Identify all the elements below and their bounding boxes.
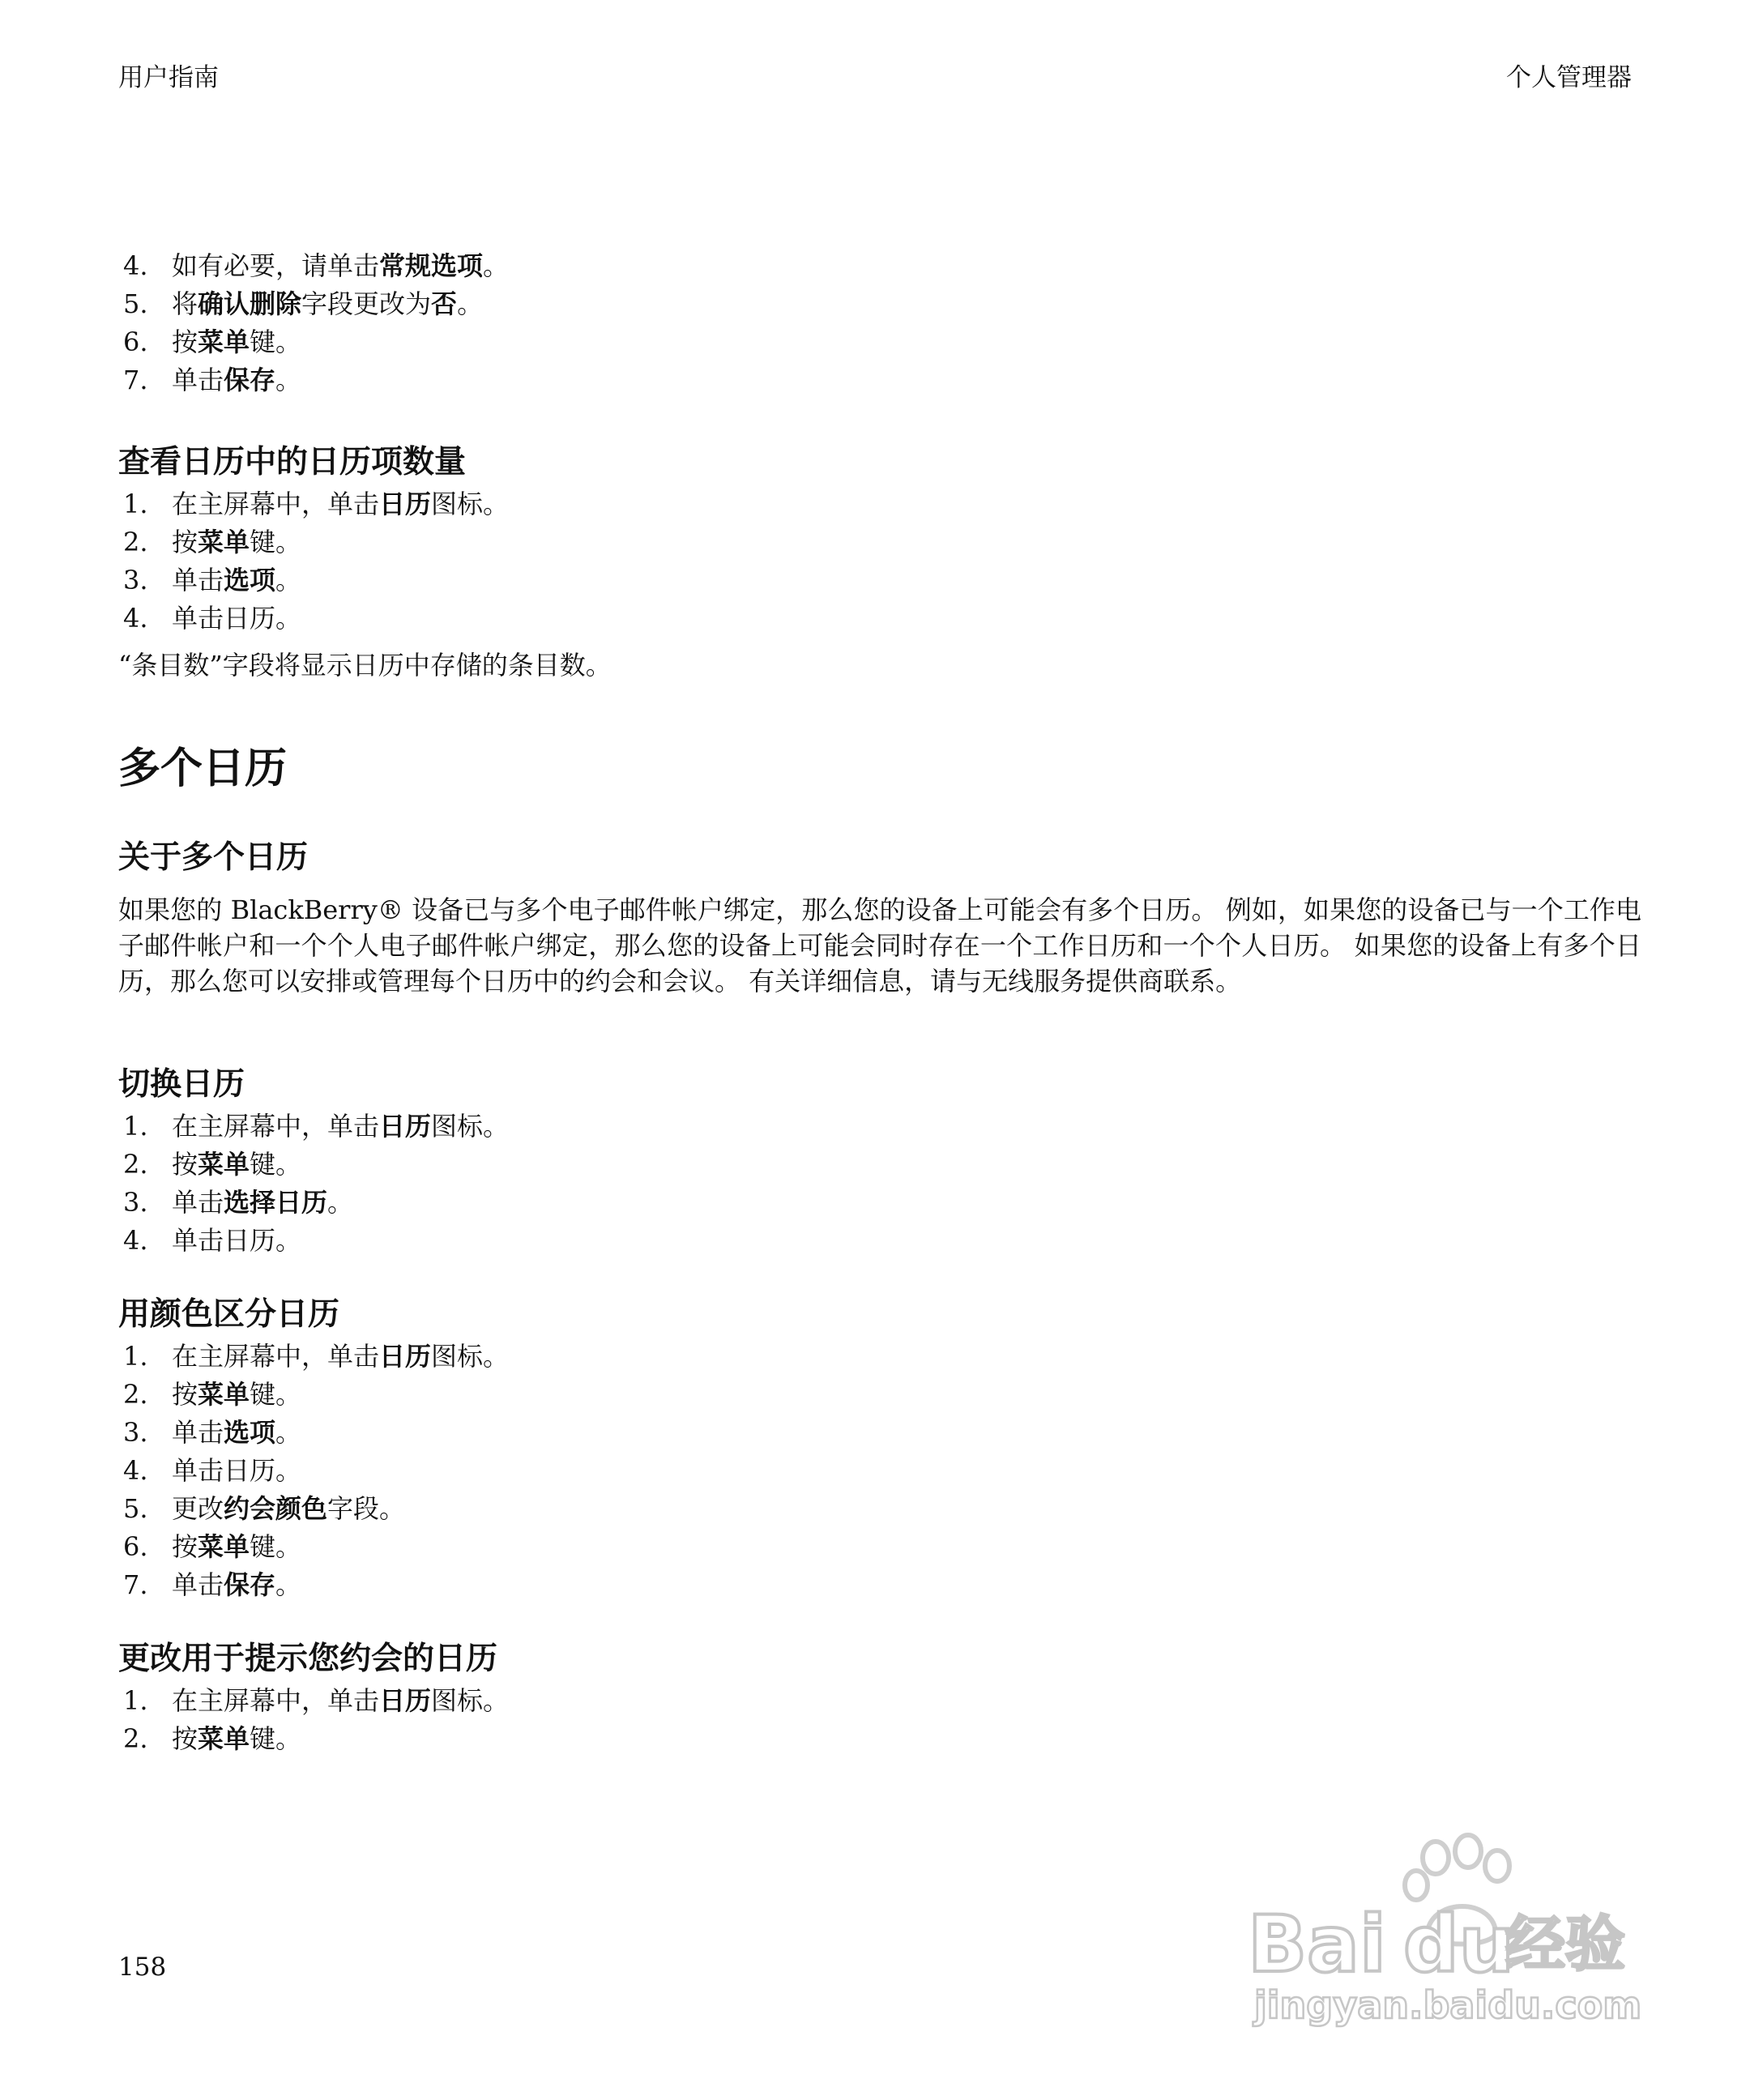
list-item: 1. 在主屏幕中，单击日历图标。 xyxy=(123,1341,510,1372)
section-title-color: 用颜色区分日历 xyxy=(118,1296,340,1333)
section-title-switch: 切换日历 xyxy=(118,1066,245,1103)
list-item: 2. 按菜单键。 xyxy=(123,1379,302,1410)
section-title-reminder: 更改用于提示您约会的日历 xyxy=(118,1641,498,1677)
list-item: 2. 按菜单键。 xyxy=(123,527,302,557)
list-item: 1. 在主屏幕中，单击日历图标。 xyxy=(123,1111,510,1142)
step-list-delete-options xyxy=(118,247,1641,399)
list-item: 1. 在主屏幕中，单击日历图标。 xyxy=(123,489,510,519)
running-header-left: 用户指南 xyxy=(118,63,219,92)
baidu-jingyan-watermark xyxy=(1248,1827,1653,2030)
step-list-entry-count xyxy=(118,485,1641,638)
step-list-reminder xyxy=(118,1682,1641,1758)
step-list-color xyxy=(118,1338,1641,1604)
watermark-url: jingyan.baidu.com xyxy=(1254,1983,1642,2027)
list-item: 3. 单击选择日历。 xyxy=(123,1187,354,1218)
chapter-title: 多个日历 xyxy=(118,745,288,793)
watermark-brand: Bai xyxy=(1248,1899,1386,1990)
running-header-right: 个人管理器 xyxy=(1506,63,1632,92)
page-number: 158 xyxy=(118,1953,167,1982)
page-content xyxy=(118,247,1641,1758)
list-item: 7. 单击保存。 xyxy=(123,1569,302,1600)
step-list-switch xyxy=(118,1108,1641,1260)
list-item: 2. 按菜单键。 xyxy=(123,1149,302,1180)
list-item: 5. 将确认删除字段更改为否。 xyxy=(123,288,484,319)
list-item: 1. 在主屏幕中，单击日历图标。 xyxy=(123,1685,510,1716)
list-item: 2. 按菜单键。 xyxy=(123,1723,302,1754)
list-item: 7. 单击保存。 xyxy=(123,365,302,395)
section-title-about: 关于多个日历 xyxy=(118,839,309,876)
list-item: 5. 更改约会颜色字段。 xyxy=(123,1493,406,1524)
section-title-entry-count: 查看日历中的日历项数量 xyxy=(118,444,467,480)
list-item: 4. 单击日历。 xyxy=(123,1225,302,1256)
watermark-brand-du: du xyxy=(1403,1899,1515,1990)
list-item: 4. 单击日历。 xyxy=(123,603,302,634)
list-item: 3. 单击选项。 xyxy=(123,1417,302,1448)
list-item: 3. 单击选项。 xyxy=(123,565,302,595)
entry-count-note: “条目数”字段将显示日历中存储的条目数。 xyxy=(118,650,612,681)
watermark-label: 经验 xyxy=(1505,1910,1625,1979)
list-item: 6. 按菜单键。 xyxy=(123,1531,302,1562)
list-item: 6. 按菜单键。 xyxy=(123,327,302,357)
list-item: 4. 单击日历。 xyxy=(123,1455,302,1486)
about-paragraph: 如果您的 BlackBerry® 设备已与多个电子邮件帐户绑定，那么您的设备上可能会有多个日历。 例如，如果您的设备已与一个工作电子邮件帐户和一个个人电子邮件帐户绑定，那么您的设备上可能会同时存在一个工作日历和一个个人日历。 如果您的设备上有多个日历，那么您可以安排或管理每个日历中的约会和会议。 有关详细信息，请与无线服务提供商联系。 xyxy=(118,894,1641,997)
list-item: 4. 如有必要，请单击常规选项。 xyxy=(123,250,510,281)
